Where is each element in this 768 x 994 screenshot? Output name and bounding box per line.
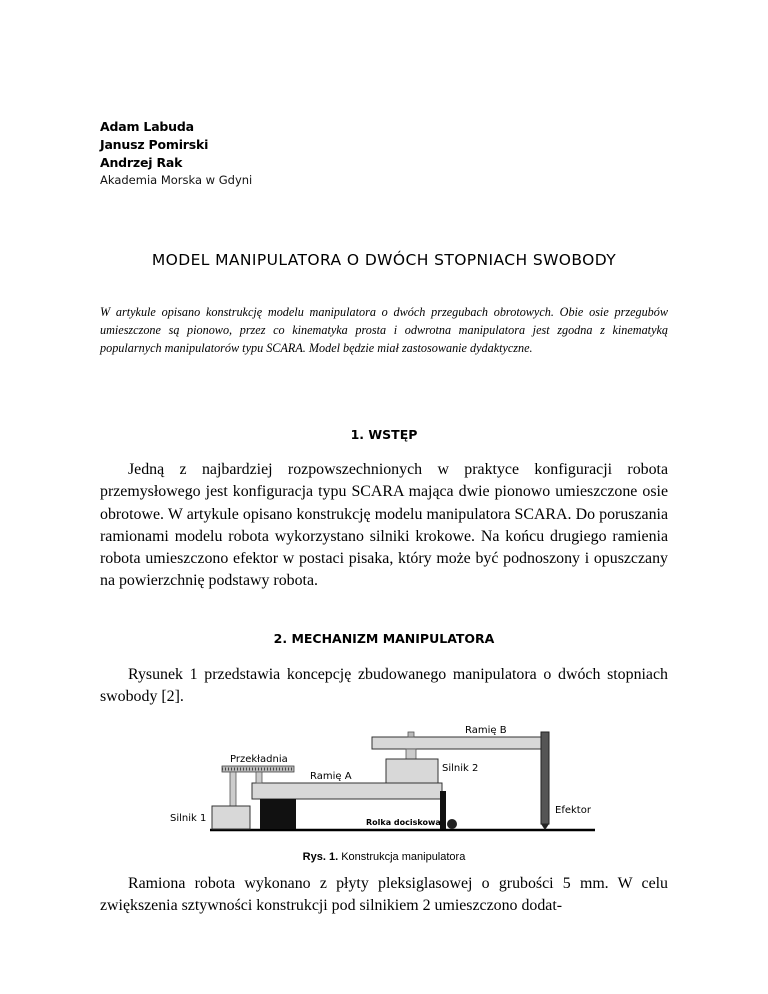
caption-prefix: Rys. 1. — [302, 851, 339, 863]
label-silnik-1: Silnik 1 — [170, 813, 207, 824]
joint-shaft — [406, 749, 416, 759]
paper-title: MODEL MANIPULATORA O DWÓCH STOPNIACH SWOBODY — [151, 251, 617, 269]
motor-1 — [212, 806, 250, 829]
label-silnik-2: Silnik 2 — [442, 763, 479, 774]
paragraph-mechanism-1: Rysunek 1 przedstawia koncepcję zbudowanego manipulatora o dwóch stopniach swobody [2]. — [100, 666, 668, 706]
motor-2 — [386, 759, 438, 783]
section-heading-mechanism: 2. MECHANIZM MANIPULATORA — [273, 631, 495, 646]
paragraph-mechanism-2: Ramiona robota wykonano z płyty pleksiglasowej o grubości 5 mm. W celu zwiększenia sztywności konstrukcji pod silnikiem 2 umieszczono dodat- — [100, 875, 668, 915]
label-przekladnia: Przekładnia — [230, 754, 288, 765]
author-name: Adam Labuda — [100, 119, 194, 134]
figure-caption — [0, 851, 768, 863]
affiliation: Akademia Morska w Gdyni — [100, 173, 253, 187]
label-ramie-b: Ramię B — [465, 725, 507, 736]
label-ramie-a: Ramię A — [310, 771, 352, 782]
arm-shaft — [256, 772, 262, 783]
paragraph-intro: Jedną z najbardziej rozpowszechnionych w praktyce konfiguracji robota przemysłowego jest konfiguracja typu SCARA mająca dwie pionowo umieszczone osie obrotowe. W artykule opisano konstrukcję modelu manipulatora SCARA. Do poruszania ramionami modelu robota wykorzystano silniki krokowe. Na końcu drugiego ramienia robota umieszczono efektor w postaci pisaka, który może być podnoszony i opuszczany na powierzchnię podstawy robota. — [100, 461, 668, 590]
section-heading-intro: 1. WSTĘP — [350, 427, 418, 442]
front-plate — [440, 791, 446, 829]
author-name: Andrzej Rak — [100, 155, 183, 170]
caption-text: Konstrukcja manipulatora — [341, 851, 466, 863]
effector-pen — [541, 732, 549, 824]
manipulator-diagram — [160, 718, 600, 848]
support-block — [260, 799, 296, 829]
author-name: Janusz Pomirski — [100, 137, 209, 152]
joint-top — [408, 732, 414, 737]
figure-manipulator — [160, 718, 600, 848]
arm-a — [252, 783, 442, 799]
motor-shaft — [230, 772, 236, 806]
pressure-roller — [447, 819, 457, 829]
arm-b — [372, 737, 542, 749]
label-rolka: Rolka dociskowa — [366, 818, 441, 827]
author-block — [100, 118, 252, 188]
label-efektor: Efektor — [555, 805, 591, 816]
abstract: W artykule opisano konstrukcję modelu manipulatora o dwóch przegubach obrotowych. Obie osie przegubów umieszczone są pionowo, przez co kinematyka prosta i odwrotna manipulatora jest zgodna z kinematyką popularnych manipulatorów typu SCARA. Model będzie miał zastosowanie dydaktyczne. — [100, 305, 668, 355]
